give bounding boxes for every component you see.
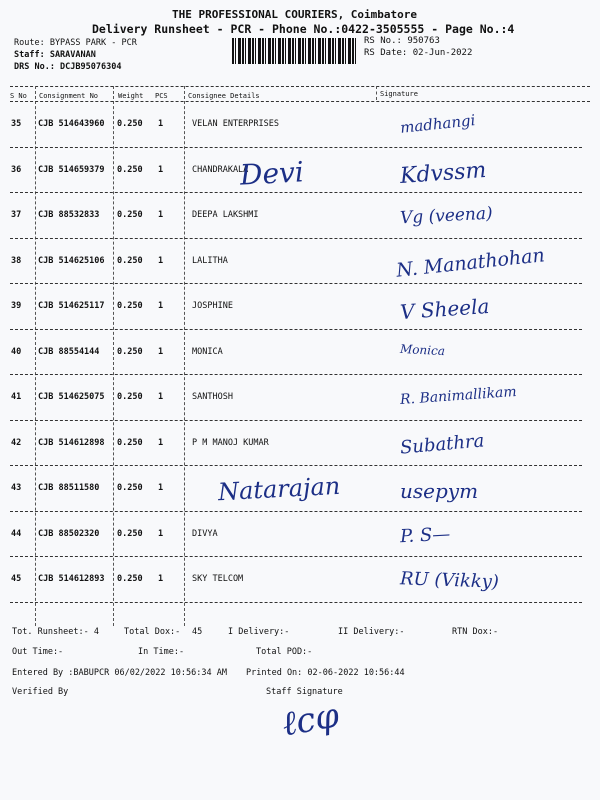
row-divider: [10, 602, 582, 603]
row-sno: 40: [11, 346, 22, 357]
staff-signature: ℓcφ: [278, 695, 343, 745]
row-pcs: 1: [158, 301, 164, 311]
total-dox-value: 45: [192, 627, 203, 637]
row-pcs: 1: [158, 437, 164, 448]
row-divider: [10, 238, 582, 239]
row-weight: 0.250: [117, 210, 143, 220]
row-consignee: CHANDRAKALA: [192, 164, 249, 175]
col-sno: S No: [10, 92, 27, 100]
row-sno: 45: [11, 574, 22, 584]
row-consignee: DIVYA: [192, 528, 218, 539]
col-consignee: Consignee Details: [188, 92, 260, 100]
staff-signature-label: Staff Signature: [266, 687, 343, 697]
row-weight: 0.250: [117, 528, 143, 539]
row-weight: 0.250: [117, 483, 143, 493]
row-consignee: SANTHOSH: [192, 392, 233, 402]
row-divider: [10, 192, 582, 193]
row-pcs: 1: [158, 346, 164, 357]
row-signature: Monica: [399, 341, 446, 358]
col-pcs: PCS: [155, 92, 168, 100]
row-pcs: 1: [158, 528, 164, 539]
row-consignment-no: CJB 88502320: [38, 528, 100, 539]
row-sno: 37: [11, 210, 22, 220]
row-divider: [10, 465, 582, 466]
row-pcs: 1: [158, 255, 164, 266]
runsheet-title: Delivery Runsheet - PCR - Phone No.:0422-3505555 - Page No.:4: [92, 22, 515, 36]
column-divider: [184, 86, 185, 626]
drs-number: DRS No.: DCJB95076304: [14, 62, 122, 72]
row-divider: [10, 374, 582, 375]
row-handwritten-note: Devi: [239, 154, 305, 192]
row-consignment-no: CJB 514612898: [38, 437, 105, 448]
row-weight: 0.250: [117, 119, 143, 129]
row-weight: 0.250: [117, 301, 143, 311]
row-sno: 44: [11, 528, 22, 539]
row-consignee: MONICA: [192, 346, 223, 357]
entered-by: Entered By :BABUPCR 06/02/2022 10:56:34 AM: [12, 668, 227, 678]
row-consignment-no: CJB 88532833: [38, 210, 100, 220]
row-consignment-no: CJB 88554144: [38, 346, 100, 357]
header-divider: [10, 86, 590, 87]
row-divider: [10, 511, 582, 512]
total-runsheet: Tot. Runsheet:- 4: [12, 627, 99, 637]
row-signature: Vg (veena): [399, 203, 494, 229]
row-signature: Subathra: [399, 429, 486, 459]
row-divider: [10, 283, 582, 284]
col-consignment: Consignment No: [39, 92, 99, 100]
row-consignment-no: CJB 514625106: [38, 255, 105, 266]
total-pod: Total POD:-: [256, 647, 313, 657]
row-pcs: 1: [158, 483, 164, 493]
column-divider: [376, 86, 377, 100]
row-pcs: 1: [158, 164, 164, 175]
row-signature: V Sheela: [399, 293, 491, 325]
row-consignee: SKY TELCOM: [192, 574, 244, 584]
row-sno: 42: [11, 437, 22, 448]
row-signature: Kdvssm: [399, 157, 488, 189]
row-divider: [10, 556, 582, 557]
col-signature: Signature: [380, 90, 418, 98]
row-consignee: JOSPHINE: [192, 301, 233, 311]
row-weight: 0.250: [117, 437, 143, 448]
header-divider: [10, 101, 590, 102]
row-signature: N. Manathohan: [395, 243, 546, 282]
row-signature: RU (Vikky): [399, 568, 500, 593]
row-pcs: 1: [158, 392, 164, 402]
row-signature: madhangi: [399, 111, 477, 137]
row-divider: [10, 147, 582, 148]
row-weight: 0.250: [117, 392, 143, 402]
row-consignment-no: CJB 514612893: [38, 574, 105, 584]
total-dox-label: Total Dox:-: [124, 627, 181, 637]
staff-label: Staff: SARAVANAN: [14, 50, 96, 60]
row-pcs: 1: [158, 574, 164, 584]
column-divider: [35, 86, 36, 626]
route-label: Route: BYPASS PARK - PCR: [14, 38, 137, 48]
ii-delivery: II Delivery:-: [338, 627, 405, 637]
row-sno: 43: [11, 483, 22, 493]
in-time: In Time:-: [138, 647, 185, 657]
row-sno: 39: [11, 301, 22, 311]
row-weight: 0.250: [117, 574, 143, 584]
printed-on: Printed On: 02-06-2022 10:56:44: [246, 668, 405, 678]
row-consignee: LALITHA: [192, 255, 228, 266]
row-signature: R. Banimallikam: [399, 383, 518, 409]
row-pcs: 1: [158, 210, 164, 220]
row-consignee: VELAN ENTERPRISES: [192, 119, 279, 129]
col-weight: Weight: [118, 92, 144, 100]
row-consignment-no: CJB 514625075: [38, 392, 105, 402]
row-weight: 0.250: [117, 346, 143, 357]
row-signature: usepym: [400, 479, 479, 503]
row-consignment-no: CJB 514643960: [38, 119, 105, 129]
row-consignment-no: CJB 514659379: [38, 164, 105, 175]
row-sno: 41: [11, 392, 22, 402]
i-delivery: I Delivery:-: [228, 627, 290, 637]
row-consignee: P M MANOJ KUMAR: [192, 437, 269, 448]
row-consignee: DEEPA LAKSHMI: [192, 210, 259, 220]
company-name: THE PROFESSIONAL COURIERS, Coimbatore: [172, 8, 418, 21]
rs-number: RS No.: 950763: [364, 36, 440, 46]
rs-date: RS Date: 02-Jun-2022: [364, 48, 473, 58]
row-consignment-no: CJB 88511580: [38, 483, 100, 493]
row-divider: [10, 329, 582, 330]
rtn-dox: RTN Dox:-: [452, 627, 499, 637]
row-weight: 0.250: [117, 255, 143, 266]
row-sno: 36: [11, 164, 22, 175]
column-divider: [113, 86, 114, 626]
out-time: Out Time:-: [12, 647, 64, 657]
row-divider: [10, 420, 582, 421]
row-consignment-no: CJB 514625117: [38, 301, 105, 311]
verified-by: Verified By: [12, 687, 69, 697]
row-pcs: 1: [158, 119, 164, 129]
row-weight: 0.250: [117, 164, 143, 175]
row-sno: 35: [11, 119, 22, 129]
barcode-image: [232, 38, 358, 64]
row-handwritten-note: Natarajan: [217, 471, 341, 507]
row-sno: 38: [11, 255, 22, 266]
row-signature: P. S—: [399, 523, 451, 547]
